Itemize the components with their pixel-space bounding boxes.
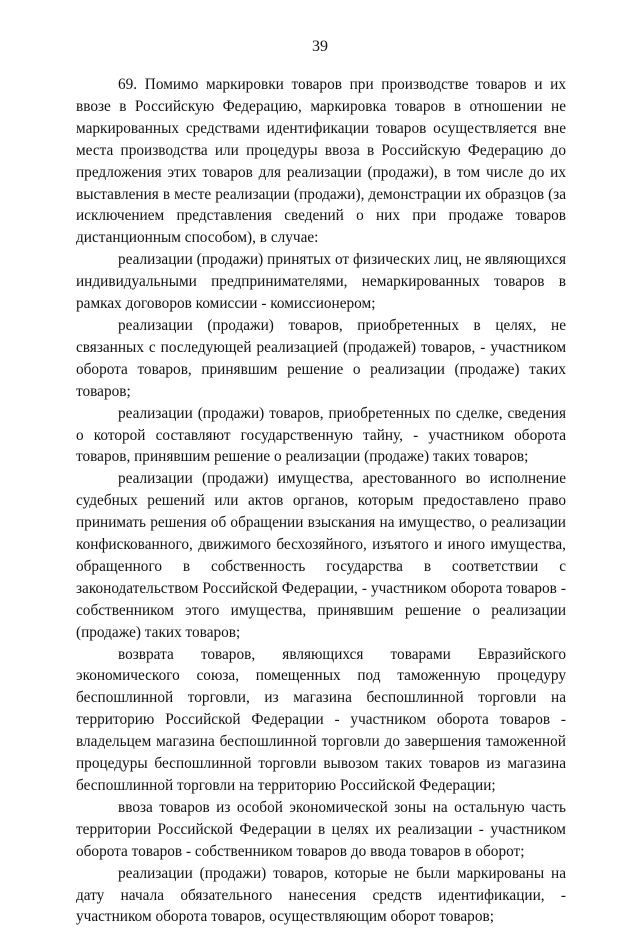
paragraph-arrested-property: реализации (продажи) имущества, арестованного во исполнение судебных решений или актов органов, которым предоставлено право принимать решения об обращении взыскания на имущество, о реализации конфискованного, движимого бесхозяйного, изъятого и иного имущества, обращенного в собственность государства в соответствии с законодательством Российской Федерации, - участником оборота товаров - собственником этого имущества, принявшим решение о реализации (продаже) таких товаров; <box>76 470 566 641</box>
document-body <box>76 74 566 928</box>
paragraph-non-resale-goods: реализации (продажи) товаров, приобретенных в целях, не связанных с последующей реализацией (продажей) товаров, - участником оборота товаров, принявшим решение о реализации (продаже) таких товаров; <box>76 316 566 400</box>
paragraph-unmarked-goods: реализации (продажи) товаров, которые не были маркированы на дату начала обязательного нанесения средств идентификации, - участником оборота товаров, осуществляющим оборот товаров; <box>76 864 566 926</box>
page-number: 39 <box>312 38 328 55</box>
paragraph-special-economic-zone: ввоза товаров из особой экономической зоны на остальную часть территории Российской Федерации в целях их реализации - участником оборота товаров - собственником товаров до ввода товаров в оборот; <box>76 798 566 860</box>
paragraph-commission-sale: реализации (продажи) принятых от физических лиц, не являющихся индивидуальными предпринимателями, немаркированных товаров в рамках договоров комиссии - комиссионером; <box>76 251 566 313</box>
paragraph-69-intro: 69. Помимо маркировки товаров при производстве товаров и их ввозе в Российскую Федерацию, маркировка товаров в отношении не маркированных средствами идентификации товаров осуществляется вне места производства или процедуры ввоза в Российскую Федерацию до предложения этих товаров для реализации (продажи), в том числе до их выставления в месте реализации (продажи), демонстрации их образцов (за исключением представления сведений о них при продаже товаров дистанционным способом), в случае: <box>76 76 566 247</box>
paragraph-state-secret-deal: реализации (продажи) товаров, приобретенных по сделке, сведения о которой составляют государственную тайну, - участником оборота товаров, принявшим решение о реализации (продаже) таких товаров; <box>76 404 566 466</box>
paragraph-duty-free-return: возврата товаров, являющихся товарами Евразийского экономического союза, помещенных под таможенную процедуру беспошлинной торговли, из магазина беспошлинной торговли на территорию Российской Федерации - участником оборота товаров - владельцем магазина беспошлинной торговли до завершения таможенной процедуры беспошлинной торговли вывозом таких товаров из магазина беспошлинной торговли на территорию Российской Федерации; <box>76 645 566 794</box>
